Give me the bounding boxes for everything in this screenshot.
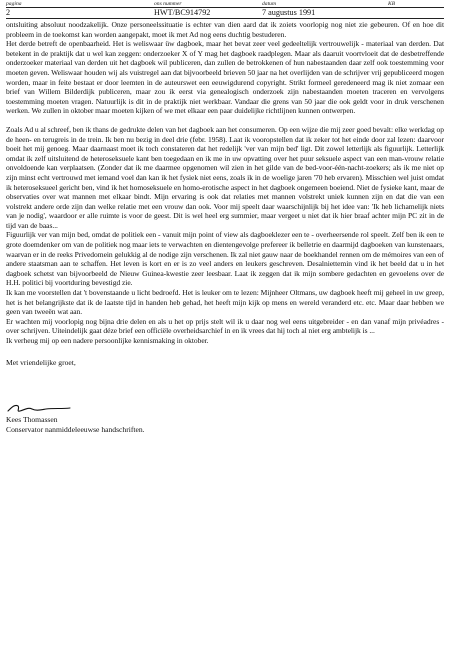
signer-name: Kees Thomassen [6,415,58,425]
page-number: 2 [6,8,11,17]
paragraph-reading: Zoals Ad u al schreef, ben ik thans de gedrukte delen van het dagboek aan het consumeren. Op een wijze die mij zeer goed bevalt: elke werkdag op de heen- en terugreis in de trein. Ik ben nu bezig in deel drie (febr. 1958). Laat ik vooropstellen dat ik zeker tot het einde door zal lezen: daarvoor boeit het mij genoeg. Maar daarnaast moet ik toch constateren dat het redelijk 'ver van mijn bed' ligt. Dit zowel letterlijk als figuurlijk. Letterlijk omdat ik zelf uitsluitend de heteroseksuele kant ben toegedaan en ik me in uw opvatting over het puur seksuele aspect van een man-vrouw relatie onvoldoende kan verplaatsen. (Zonder dat ik me daarmee opgenomen wil zien in het gilde van de bed-voor-één-nacht-zoekers; als ik me niet op zijn minst echt vertrouwd met iemand voel dan kan ik het fysiek niet eens, zoals ik in de woelige jaren '70 heb ervaren). Misschien wel juist omdat ik heteroseksueel gericht ben, vind ik het homoseksuele en homo-erotische aspect in het dagboek ongemeen boeiend. Niet de fysieke kant, maar de observaties over wat mannen met elkaar bindt. Mijn ervaring is ook dat relaties met mannen volstrekt uniek kunnen zijn en dat die van een volstrekt andere orde zijn dan welke relatie met een vrouw dan ook. Voor mij speelt daar waarschijnlijk bij het idee van: 'Ik heb lichamelijk niets van je nodig', waardoor er alle ruimte is voor de geest. Dit is wel heel erg summier, maar vergeet u niet dat ik hier braaf achter mijn PC zit in de tijd van de baas... [6,124,444,230]
page-label: pagina [6,1,22,7]
paragraph-archive: ontsluiting absoluut noodzakelijk. Onze personeelssituatie is echter van dien aard dat ik zoiets voorlopig nog niet zie gebeuren. Of en hoe dit probleem in de toekomst kan worden aangepakt, moet ik met Ad nog eens duchtig bestuderen. [6,20,444,39]
letter-header [6,0,444,18]
paragraph-meeting: Ik verheug mij op een nadere persoonlijke kennismaking in oktober. [6,336,209,345]
letter-date: 7 augustus 1991 [262,8,316,17]
reference-number: HWT/BC914792 [154,8,211,17]
handwritten-signature [6,401,444,415]
paragraph-openness: Het derde betreft de openbaarheid. Het is weliswaar üw dagboek, maar het bevat zeer veel gedeeltelijk vertrouwelijk - materiaal van derden. Dat betekent in de praktijk dat u wel kan zeggen: onderzoeker X of Y mag het dagboek raadplegen. Maar als daaruit voortvloeit dat de desbetreffende onderzoeker materiaal van derden uit het dagboek wil publiceren, dan zullen de betrokkenen of hun nabestaanden daar zelf ook toestemming voor moeten geven. Weliswaar houden wij als vuistregel aan dat bijvoorbeeld brieven 50 jaar na het overlijden van de schrijver vrij gepubliceerd mogen worden, maar in feite bestaat er door leemten in de auteurswet een eeuwigdurend copyright. Strikt formeel geredeneerd mag ik niet zomaar een brief van Willem Bilderdijk publiceren, maar zou ik eerst via genealogisch onderzoek zijn nabestaanden moeten traceren en vervolgens toestemming moeten vragen. Natuurlijk is dit in de praktijk niet werkbaar. Vandaar die grens van 50 jaar die ook geldt voor in druk verschenen werken. We zullen in oktober maar moeten kijken of we met elkaar een paar duidelijke richtlijnen kunnen ontwerpen. [6,39,444,116]
initials-label: KB [388,1,396,7]
signer-title: Conservator nanmiddeleeuwse handschriften. [6,424,145,434]
paragraph-further: Er wachten mij voorlopig nog bijna drie delen en als u het op prijs stelt wil ik u daar nog wel eens uitgebreider - en dan vanaf mijn privéadres - over schrijven. Uiteindelijk gaat déze brief een officiële overheidsarchief in en ik vrees dat hij toch al niet erg ambtelijk is ... [6,316,444,336]
paragraph-politics: Figuurlijk ver van mijn bed, omdat de politiek een - vanuit mijn point of view als dagboeklezer een te - overheersende rol speelt. Zelf ben ik een te grote doemdenker om van de politiek nog maar iets te verwachten en dientengevolge prefereer ik belletrie en daarmijd dagboeken van kunstenaars, waarvan er in de reeks Privedomein gelukkig al de nodige zijn verschenen. Ik zal niet gauw naar de boekhandel rennen om de mémoires van een of andere staatsman aan te schaffen. Het leven is kort en er is zo veel anders en leukers geschreven. Desalniettemin vind ik het beeld dat u in het dagboek schetst van bijvoorbeeld de Nieuw Guinea-kwestie zeer leesbaar. Laat ik zeggen dat ik mijn sombere gedachten en gevoelens over de H.H. politici bij voortduring bevestigd zie. [6,230,444,288]
header-divider-top [6,7,444,8]
date-label: datum [262,1,276,7]
closing-salutation: Met vriendelijke groet, [6,357,76,367]
letter-body [6,20,444,346]
reference-label: ons nummer [154,1,182,7]
paragraph-reaction: Ik kan me voorstellen dat 't bovenstaande u licht bedroefd. Het is leuker om te lezen: Mijnheer Oltmans, uw dagboek heeft mij geheel in uw greep, het is het belangrijkste dat ik de laatste tijd in handen heb gehad, het heeft mijn kijk op mens en wereld veranderd etc. etc. Maar daar hebben we geen van tweeën wat aan. [6,288,444,317]
header-divider-bottom [6,18,444,19]
letter-page [6,0,444,654]
